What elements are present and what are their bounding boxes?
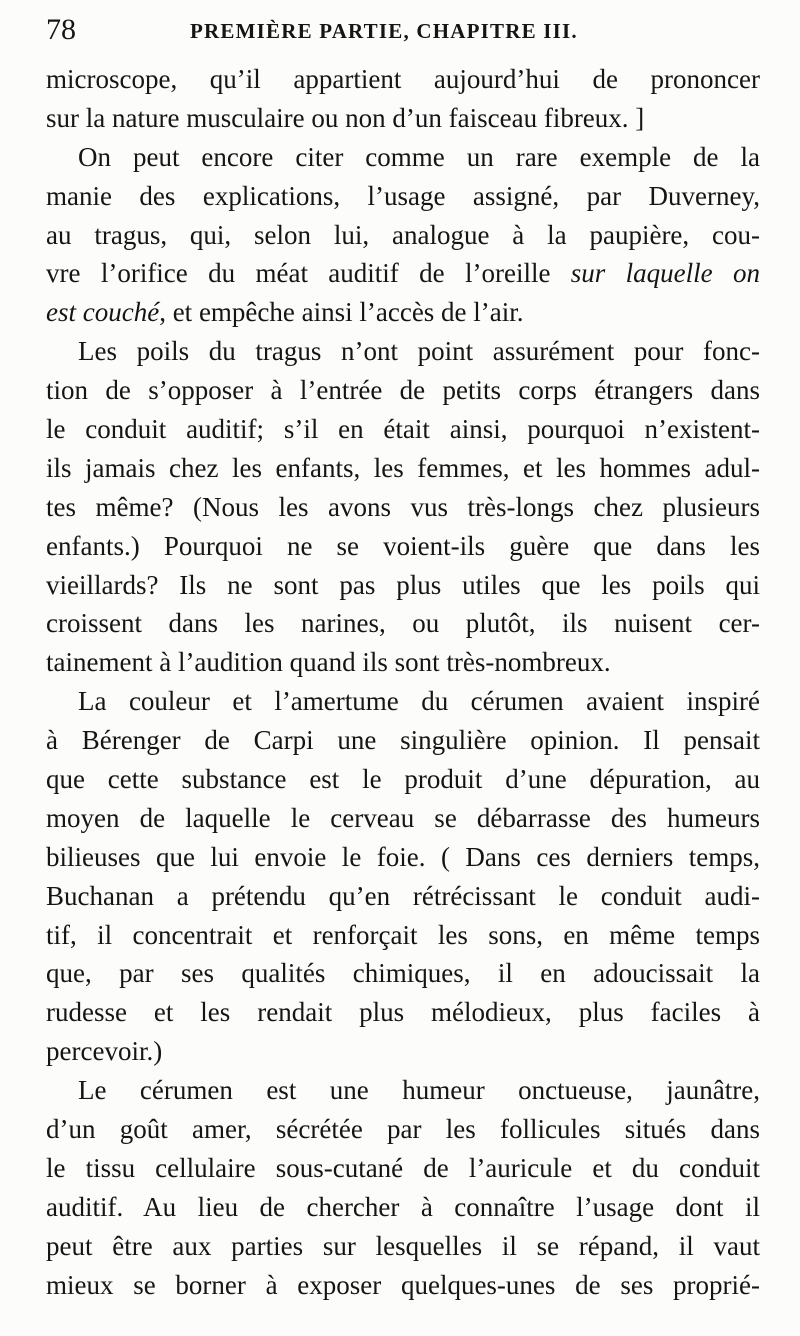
text-line: le conduit auditif; s’il en était ainsi, pourquoi n’existent- xyxy=(46,414,760,445)
text-line: peut être aux parties sur lesquelles il se répand, il vaut xyxy=(46,1230,760,1261)
chapter-title: PREMIÈRE PARTIE, CHAPITRE III. xyxy=(190,19,578,43)
text-line: bilieuses que lui envoie le foie. ( Dans ces derniers temps, xyxy=(46,841,760,872)
running-head xyxy=(44,8,764,52)
text-line: La couleur et l’amertume du cérumen avaient inspiré xyxy=(78,686,760,717)
text-line: ils jamais chez les enfants, les femmes, et les hommes adul- xyxy=(46,452,760,483)
text-line: le tissu cellulaire sous-cutané de l’auricule et du conduit xyxy=(46,1152,760,1183)
text-line: que, par ses qualités chimiques, il en adoucissait la xyxy=(46,958,760,989)
text-line: d’un goût amer, sécrétée par les follicules situés dans xyxy=(46,1114,760,1145)
text-line: à Bérenger de Carpi une singulière opinion. Il pensait xyxy=(46,725,760,756)
text-line: est couché, et empêche ainsi l’accès de l’air. xyxy=(46,297,524,328)
text-line: sur la nature musculaire ou non d’un faisceau fibreux. ] xyxy=(46,102,645,133)
text-line: tes même? (Nous les avons vus très-longs chez plusieurs xyxy=(46,491,760,522)
text-line: vre l’orifice du méat auditif de l’oreille sur laquelle on xyxy=(46,258,760,289)
page-number: 78 xyxy=(46,13,76,46)
text-line: tif, il concentrait et renforçait les sons, en même temps xyxy=(46,919,760,950)
text-line: manie des explications, l’usage assigné, par Duverney, xyxy=(46,180,760,211)
text-line: Buchanan a prétendu qu’en rétrécissant le conduit audi- xyxy=(46,880,760,911)
text-line: percevoir.) xyxy=(46,1036,163,1067)
italic-phrase: est couché xyxy=(46,297,160,328)
text-line: Le cérumen est une humeur onctueuse, jaunâtre, xyxy=(78,1075,760,1106)
text-line: auditif. Au lieu de chercher à connaître l’usage dont il xyxy=(46,1191,760,1222)
italic-phrase: sur laquelle on xyxy=(570,258,760,289)
text-line: On peut encore citer comme un rare exemple de la xyxy=(78,141,760,172)
text-line: tion de s’opposer à l’entrée de petits corps étrangers dans xyxy=(46,375,760,406)
text-line: Les poils du tragus n’ont point assurément pour fonc- xyxy=(78,336,760,367)
text-line: microscope, qu’il appartient aujourd’hui de prononcer xyxy=(46,64,760,94)
text-line: moyen de laquelle le cerveau se débarrasse des humeurs xyxy=(46,802,760,833)
text-line: que cette substance est le produit d’une dépuration, au xyxy=(46,764,760,795)
text-line: enfants.) Pourquoi ne se voient-ils guère que dans les xyxy=(46,530,760,561)
text-line: tainement à l’audition quand ils sont très-nombreux. xyxy=(46,647,611,678)
text-line: rudesse et les rendait plus mélodieux, plus faciles à xyxy=(46,997,760,1028)
text-line: croissent dans les narines, ou plutôt, ils nuisent cer- xyxy=(46,608,760,639)
text-line: au tragus, qui, selon lui, analogue à la paupière, cou- xyxy=(46,219,760,250)
text-line: vieillards? Ils ne sont pas plus utiles que les poils qui xyxy=(46,569,760,600)
text-line: mieux se borner à exposer quelques-unes de ses proprié- xyxy=(46,1269,760,1300)
body-text xyxy=(46,60,760,1305)
